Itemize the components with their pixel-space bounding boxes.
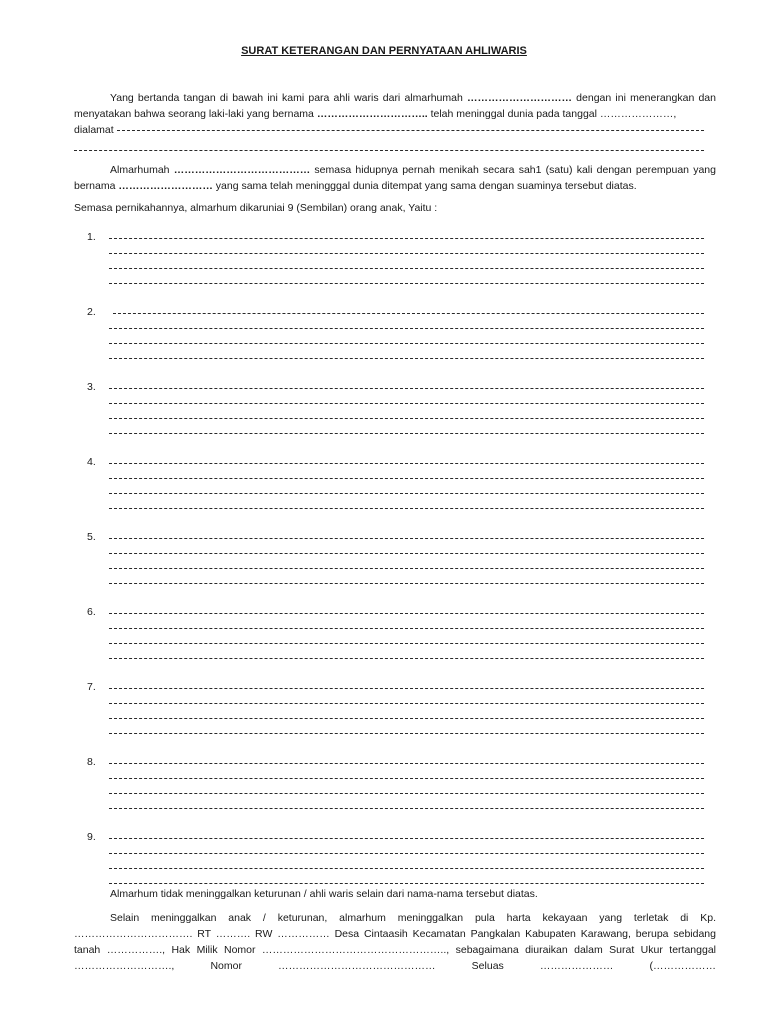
address-line-2 <box>74 150 704 151</box>
child-entry-line <box>109 718 704 719</box>
child-entry-line <box>109 703 704 704</box>
property-line-1: Selain meninggalkan anak / keturunan, almarhum meninggalkan pula harta kekayaan yang terletak di Kp. <box>110 912 716 924</box>
child-entry-line <box>109 733 704 734</box>
child-number: 3. <box>87 381 96 393</box>
child-number: 9. <box>87 831 96 843</box>
opening-text-2: dengan ini menerangkan dan menyatakan bahwa seorang laki-laki yang bernama <box>74 92 716 120</box>
child-entry-line <box>109 463 704 464</box>
husband-name-blank: ………………………….. <box>316 108 428 120</box>
property-line-4: ………………………., Nomor ……………………………………… Seluas ………………… (……………… <box>74 960 716 972</box>
marriage-text-1: Almarhumah <box>110 164 174 176</box>
child-entry-line <box>113 313 704 314</box>
marriage-text-2: semasa hidupnya pernah menikah secara sah1 (satu) kali dengan perempuan yang bernama <box>74 164 716 192</box>
child-entry-line <box>109 793 704 794</box>
children-intro: Semasa pernikahannya, almarhum dikaruniai 9 (Sembilan) orang anak, Yaitu : <box>74 202 438 214</box>
child-entry-line <box>109 763 704 764</box>
opening-paragraph <box>74 90 716 122</box>
address-label: dialamat <box>74 124 114 136</box>
child-entry-line <box>109 883 704 884</box>
child-entry-line <box>109 853 704 854</box>
child-entry-line <box>109 643 704 644</box>
child-number: 4. <box>87 456 96 468</box>
child-entry-line <box>109 868 704 869</box>
wife-name-blank: ……………………… <box>118 180 213 192</box>
child-number: 7. <box>87 681 96 693</box>
property-paragraph <box>74 910 716 974</box>
child-entry-line <box>109 658 704 659</box>
child-number: 2. <box>87 306 96 318</box>
death-date-blank: …………………, <box>599 108 677 120</box>
child-entry-line <box>109 778 704 779</box>
child-number: 8. <box>87 756 96 768</box>
address-line-1 <box>117 130 704 131</box>
child-entry-line <box>109 808 704 809</box>
no-other-heirs-statement: Almarhum tidak meninggalkan keturunan / ahli waris selain dari nama-nama tersebut diatas. <box>110 888 538 900</box>
child-entry-line <box>109 358 704 359</box>
child-entry-line <box>109 613 704 614</box>
child-entry-line <box>109 268 704 269</box>
child-entry-line <box>109 838 704 839</box>
child-entry-line <box>109 478 704 479</box>
child-entry-line <box>109 403 704 404</box>
document-title: SURAT KETERANGAN DAN PERNYATAAN AHLIWARIS <box>241 45 527 57</box>
child-entry-line <box>109 508 704 509</box>
marriage-text-3: yang sama telah meningggal dunia ditempat yang sama dengan suaminya tersebut diatas. <box>212 180 637 192</box>
child-entry-line <box>109 583 704 584</box>
child-entry-line <box>109 283 704 284</box>
property-line-2: ……………………………. RT ………. RW …………… Desa Cintaasih Kecamatan Pangkalan Kabupaten Karawang, berupa sebidang <box>74 928 716 940</box>
property-line-3: tanah ……………., Hak Milik Nomor …………………………………………….., sebagaimana diuraikan dalam Surat Ukur tertanggal <box>74 944 716 956</box>
deceased-name-blank-2: ………………………………… <box>173 164 311 176</box>
child-entry-line <box>109 433 704 434</box>
child-number: 6. <box>87 606 96 618</box>
child-entry-line <box>109 493 704 494</box>
child-number: 1. <box>87 231 96 243</box>
child-entry-line <box>109 418 704 419</box>
child-entry-line <box>109 553 704 554</box>
child-entry-line <box>109 538 704 539</box>
child-entry-line <box>109 328 704 329</box>
child-entry-line <box>109 388 704 389</box>
child-number: 5. <box>87 531 96 543</box>
deceased-name-blank: ………………………… <box>467 92 572 104</box>
child-entry-line <box>109 343 704 344</box>
child-entry-line <box>109 253 704 254</box>
child-entry-line <box>109 238 704 239</box>
opening-text-3: telah meninggal dunia pada tanggal <box>427 108 600 120</box>
child-entry-line <box>109 688 704 689</box>
marriage-paragraph <box>74 162 716 194</box>
opening-text-1: Yang bertanda tangan di bawah ini kami para ahli waris dari almarhumah <box>110 92 467 104</box>
child-entry-line <box>109 628 704 629</box>
child-entry-line <box>109 568 704 569</box>
